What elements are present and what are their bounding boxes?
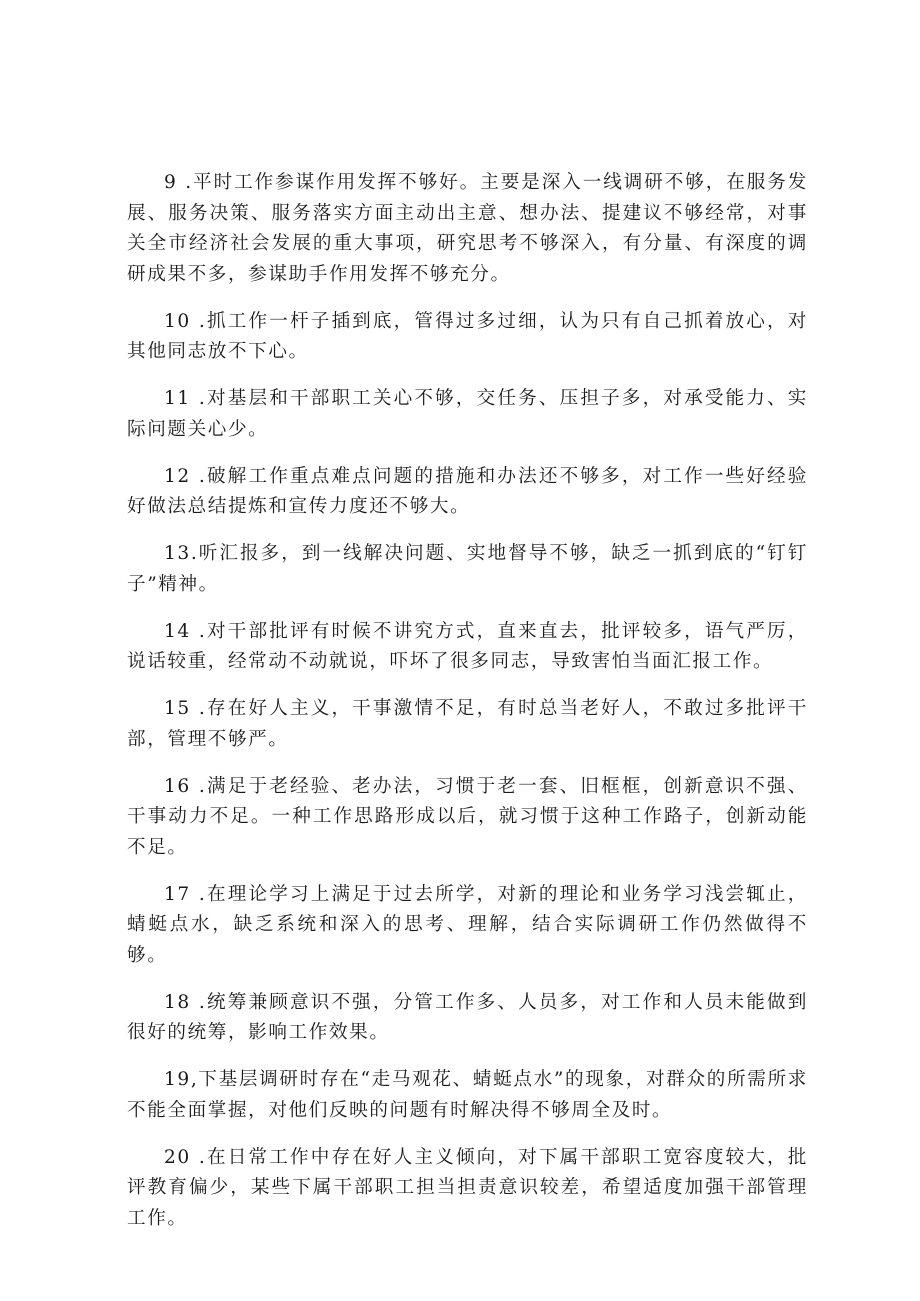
list-item-15	[127, 694, 808, 755]
list-item-13	[127, 539, 808, 600]
document-body	[127, 168, 808, 1251]
item-text: 14 .对干部批评有时候不讲究方式，直来直去，批评较多，语气严厉，说话较重，经常动不动就说，吓坏了很多同志，导致害怕当面汇报工作。	[127, 620, 808, 672]
list-item-17	[127, 880, 808, 972]
list-item-11	[127, 384, 808, 445]
list-item-20	[127, 1143, 808, 1235]
list-item-10	[127, 307, 808, 368]
list-item-12	[127, 462, 808, 523]
item-text: 19,下基层调研时存在“走马观花、蜻蜓点水”的现象，对群众的所需所求不能全面掌握，对他们反映的问题有时解决得不够周全及时。	[127, 1069, 808, 1121]
list-item-19	[127, 1065, 808, 1126]
item-text: 11 .对基层和干部职工关心不够，交任务、压担子多，对承受能力、实际问题关心少。	[127, 388, 808, 440]
list-item-14	[127, 617, 808, 678]
item-text: 13.听汇报多，到一线解决问题、实地督导不够，缺乏一抓到底的“钉钉子”精神。	[127, 543, 808, 595]
list-item-9	[127, 168, 808, 290]
item-text: 9 .平时工作参谋作用发挥不够好。主要是深入一线调研不够，在服务发展、服务决策、服务落实方面主动出主意、想办法、提建议不够经常，对事关全市经济社会发展的重大事项，研究思考不够深入，有分量、有深度的调研成果不多，参谋助手作用发挥不够充分。	[127, 172, 808, 285]
item-text: 17 .在理论学习上满足于过去所学，对新的理论和业务学习浅尝辄止，蜻蜓点水，缺乏系统和深入的思考、理解，结合实际调研工作仍然做得不够。	[127, 883, 808, 966]
item-text: 10 .抓工作一杆子插到底，管得过多过细，认为只有自己抓着放心，对其他同志放不下心。	[127, 310, 808, 362]
list-item-18	[127, 988, 808, 1049]
list-item-16	[127, 772, 808, 864]
item-text: 12 .破解工作重点难点问题的措施和办法还不够多，对工作一些好经验好做法总结提炼和宣传力度还不够大。	[127, 465, 808, 517]
item-text: 15 .存在好人主义，干事激情不足，有时总当老好人，不敢过多批评干部，管理不够严。	[127, 698, 808, 750]
item-text: 20 .在日常工作中存在好人主义倾向，对下属干部职工宽容度较大，批评教育偏少，某些下属干部职工担当担责意识较差，希望适度加强干部管理工作。	[127, 1146, 808, 1229]
item-text: 18 .统筹兼顾意识不强，分管工作多、人员多，对工作和人员未能做到很好的统筹，影响工作效果。	[127, 991, 808, 1043]
item-text: 16 .满足于老经验、老办法，习惯于老一套、旧框框，创新意识不强、干事动力不足。一种工作思路形成以后，就习惯于这种工作路子，创新动能不足。	[127, 775, 808, 858]
